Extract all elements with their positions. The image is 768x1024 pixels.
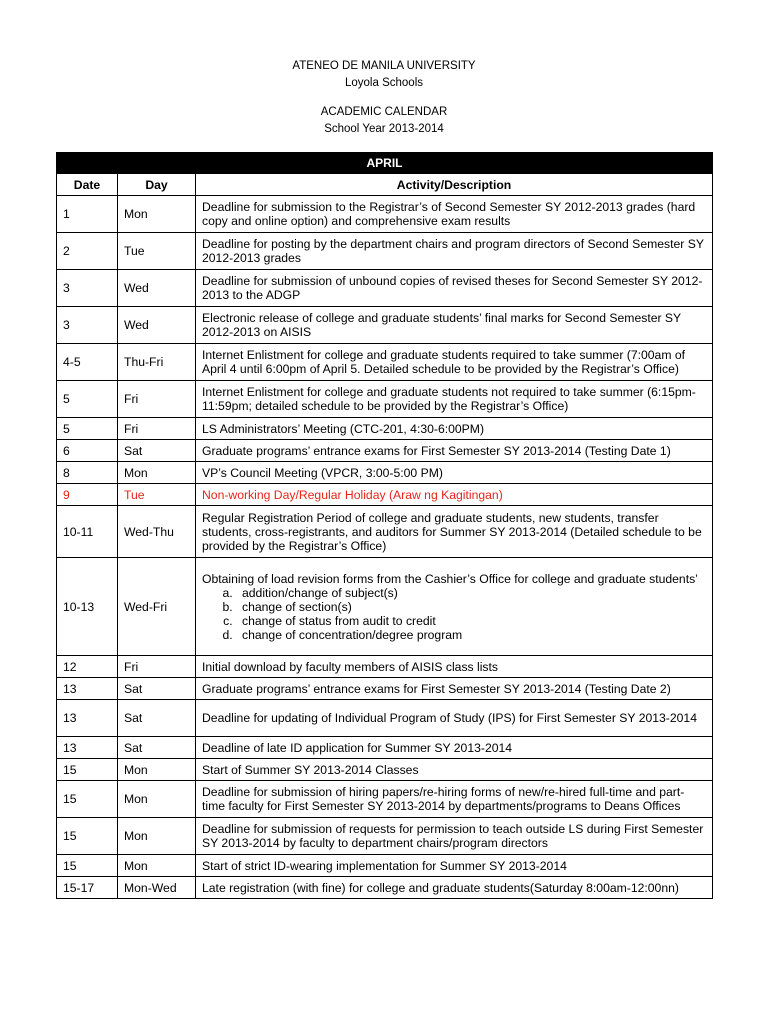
column-header-activity: Activity/Description [196,174,713,196]
calendar-row [57,233,713,270]
row-day: Wed [118,270,196,307]
row-activity: Deadline for posting by the department chairs and program directors of Second Semester SY 2012-2013 grades [202,237,704,265]
row-date: 2 [57,233,118,270]
row-activity: Deadline for submission of requests for permission to teach outside LS during First Semester SY 2013-2014 by faculty to department chairs/program directors [202,822,704,850]
row-activity: Start of strict ID-wearing implementation for Summer SY 2013-2014 [202,858,567,873]
row-day: Mon [118,781,196,818]
row-activity: LS Administrators’ Meeting (CTC-201, 4:30-6:00PM) [202,421,485,436]
row-day: Mon-Wed [118,877,196,899]
row-activity: Regular Registration Period of college and graduate students, new students, transfer students, cross-registrants, and auditors for Summer SY 2013-2014 (Detailed schedule to be provided by the Registrar’s Office) [202,510,702,553]
row-activity: Deadline for submission of hiring papers/re-hiring forms of new/re-hired full-time and part-time faculty for First Semester SY 2013-2014 by departments/programs to Deans Offices [202,785,685,813]
activity-sublist [202,586,706,642]
row-date: 15 [57,781,118,818]
row-activity-cell [196,484,713,506]
row-activity-cell [196,344,713,381]
row-day: Fri [118,381,196,418]
school-year: School Year 2013-2014 [324,123,444,135]
row-day: Mon [118,759,196,781]
row-date: 5 [57,418,118,440]
row-day: Wed-Fri [118,558,196,656]
row-date: 10-13 [57,558,118,656]
row-day: Thu-Fri [118,344,196,381]
row-date: 10-11 [57,506,118,558]
month-header-row [57,153,713,174]
row-activity: Start of Summer SY 2013-2014 Classes [202,762,419,777]
calendar-row [57,344,713,381]
row-activity: Graduate programs’ entrance exams for First Semester SY 2013-2014 (Testing Date 1) [202,443,671,458]
calendar-body [57,196,713,899]
row-activity: Deadline for submission to the Registrar’s of Second Semester SY 2012-2013 grades (hard copy and online option) and comprehensive exam results [202,200,696,228]
row-activity-cell [196,558,713,656]
column-header-date: Date [57,174,118,196]
row-activity-cell [196,656,713,678]
row-date: 12 [57,656,118,678]
calendar-row [57,307,713,344]
row-activity: Deadline for submission of unbound copies of revised theses for Second Semester SY 2012-2013 to the ADGP [202,274,703,302]
row-day: Sat [118,440,196,462]
row-day: Wed [118,307,196,344]
row-day: Sat [118,700,196,737]
row-activity-cell [196,506,713,558]
calendar-row [57,418,713,440]
calendar-row [57,270,713,307]
row-date: 13 [57,678,118,700]
row-activity: Electronic release of college and graduate students’ final marks for Second Semester SY 2012-2013 on AISIS [202,311,681,339]
document-header [0,58,768,138]
row-activity-cell [196,418,713,440]
row-activity-cell [196,270,713,307]
row-date: 9 [57,484,118,506]
calendar-row [57,196,713,233]
university-name: ATENEO DE MANILA UNIVERSITY [292,60,476,72]
row-date: 5 [57,381,118,418]
row-day: Fri [118,656,196,678]
row-activity-cell [196,855,713,877]
row-activity: Internet Enlistment for college and graduate students not required to take summer (6:15pm-11:59pm; detailed schedule to be provided by the Registrar’s Office) [202,385,696,413]
row-activity-cell [196,440,713,462]
row-activity: Initial download by faculty members of AISIS class lists [202,659,499,674]
calendar-row [57,506,713,558]
row-day: Mon [118,818,196,855]
calendar-row [57,440,713,462]
calendar-row [57,700,713,737]
row-activity: Deadline for updating of Individual Program of Study (IPS) for First Semester SY 2013-2014 [202,711,697,725]
row-date: 15-17 [57,877,118,899]
row-date: 1 [57,196,118,233]
row-activity-cell [196,307,713,344]
row-day: Mon [118,855,196,877]
row-activity-cell [196,781,713,818]
row-activity: Graduate programs’ entrance exams for First Semester SY 2013-2014 (Testing Date 2) [202,681,671,696]
row-date: 15 [57,818,118,855]
row-activity: Non-working Day/Regular Holiday (Araw ng Kagitingan) [202,487,503,502]
row-date: 13 [57,737,118,759]
calendar-row [57,462,713,484]
calendar-row [57,656,713,678]
row-day: Wed-Thu [118,506,196,558]
row-activity-cell [196,678,713,700]
calendar-row [57,877,713,899]
activity-subitem: d. change of concentration/degree program [236,628,706,642]
activity-subitem: a. addition/change of subject(s) [236,586,706,600]
column-header-row [57,174,713,196]
row-date: 13 [57,700,118,737]
row-activity: Deadline of late ID application for Summer SY 2013-2014 [202,740,513,755]
calendar-row [57,781,713,818]
school-name: Loyola Schools [345,77,423,89]
row-date: 3 [57,307,118,344]
calendar-row [57,678,713,700]
row-day: Mon [118,196,196,233]
column-header-day: Day [118,174,196,196]
row-day: Fri [118,418,196,440]
calendar-row [57,381,713,418]
row-activity-cell [196,877,713,899]
row-activity-cell [196,196,713,233]
row-activity-cell [196,381,713,418]
row-date: 15 [57,855,118,877]
month-label: APRIL [57,153,713,174]
row-date: 15 [57,759,118,781]
row-date: 8 [57,462,118,484]
row-activity-cell [196,233,713,270]
calendar-title: ACADEMIC CALENDAR [320,106,448,118]
calendar-row [57,855,713,877]
row-activity-cell [196,759,713,781]
row-day: Tue [118,484,196,506]
row-day: Sat [118,678,196,700]
row-day: Tue [118,233,196,270]
calendar-row [57,818,713,855]
activity-subitem: b. change of section(s) [236,600,706,614]
row-activity: Late registration (with fine) for college and graduate students(Saturday 8:00am-12:00nn) [202,880,679,895]
calendar-row [57,759,713,781]
row-activity: Internet Enlistment for college and graduate students required to take summer (7:00am of April 4 until 6:00pm of April 5. Detailed schedule to be provided by the Registrar’s Office) [202,348,686,376]
row-date: 6 [57,440,118,462]
row-date: 3 [57,270,118,307]
activity-subitem: c. change of status from audit to credit [236,614,706,628]
row-activity-cell [196,818,713,855]
row-activity: VP’s Council Meeting (VPCR, 3:00-5:00 PM) [202,465,443,480]
row-activity-cell [196,700,713,737]
calendar-row [57,737,713,759]
row-date: 4-5 [57,344,118,381]
header-spacer [0,92,768,104]
row-day: Mon [118,462,196,484]
calendar-row [57,558,713,656]
row-activity-cell [196,737,713,759]
row-day: Sat [118,737,196,759]
row-activity-cell [196,462,713,484]
academic-calendar-table [56,152,713,899]
calendar-row [57,484,713,506]
row-activity: Obtaining of load revision forms from the Cashier’s Office for college and graduate students’ [202,571,698,586]
